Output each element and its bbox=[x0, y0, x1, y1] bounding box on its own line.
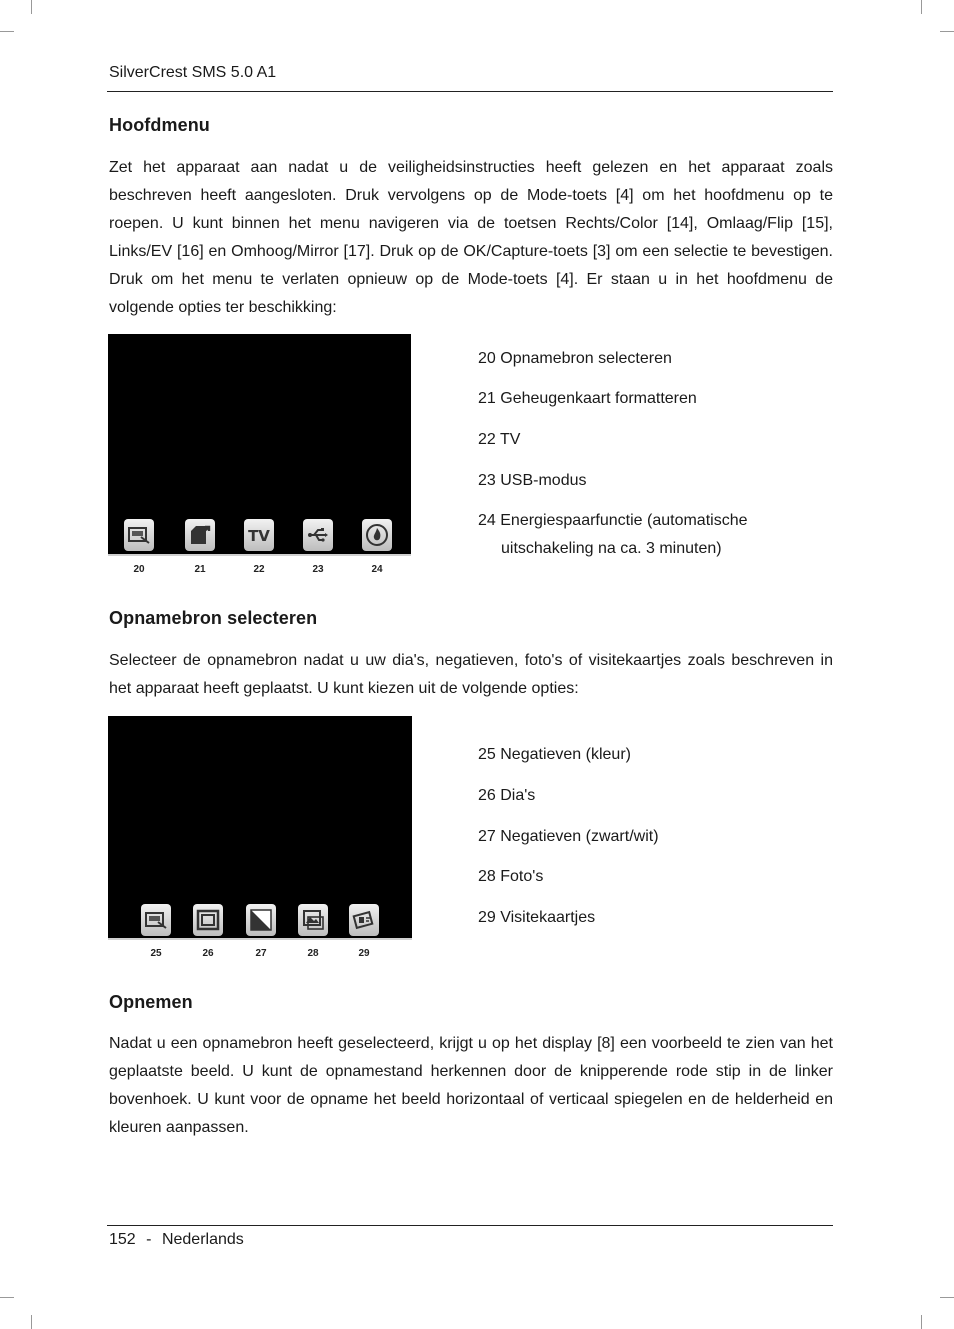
footer-language: Nederlands bbox=[161, 1231, 244, 1248]
list-item: 20 Opnamebron selecteren bbox=[478, 350, 672, 367]
icon-number: 28 bbox=[307, 948, 319, 959]
slide-icon bbox=[193, 904, 223, 936]
icon-number: 25 bbox=[150, 948, 162, 959]
crop-mark bbox=[31, 1315, 32, 1329]
tv-icon bbox=[244, 519, 274, 551]
business-card-icon bbox=[349, 904, 379, 936]
list-item: 23 USB-modus bbox=[478, 472, 587, 489]
list-item: 26 Dia's bbox=[478, 787, 536, 804]
section-heading-opnemen: Opnemen bbox=[109, 992, 193, 1012]
list-item: 21 Geheugenkaart formatteren bbox=[478, 390, 697, 407]
negative-color-icon bbox=[141, 904, 171, 936]
flame-power-save-icon bbox=[362, 519, 392, 551]
crop-mark bbox=[31, 0, 32, 14]
icon-number: 23 bbox=[312, 564, 324, 575]
memory-card-format-icon bbox=[185, 519, 215, 551]
icon-number: 27 bbox=[255, 948, 267, 959]
crop-mark bbox=[921, 0, 922, 14]
list-item: 29 Visitekaartjes bbox=[478, 909, 596, 926]
crop-mark bbox=[0, 31, 14, 32]
running-header: SilverCrest SMS 5.0 A1 bbox=[109, 64, 277, 81]
icon-number: 26 bbox=[202, 948, 214, 959]
page-number: 152 bbox=[109, 1231, 136, 1248]
film-scanner-icon bbox=[124, 519, 154, 551]
section-heading-opnamebron: Opnamebron selecteren bbox=[109, 608, 318, 628]
crop-mark bbox=[921, 1315, 922, 1329]
icon-number: 22 bbox=[253, 564, 265, 575]
svg-text:TV: TV bbox=[248, 527, 270, 545]
page-footer bbox=[109, 1231, 244, 1249]
list-item-continuation: uitschakeling na ca. 3 minuten) bbox=[501, 540, 722, 557]
icon-number: 20 bbox=[133, 564, 145, 575]
list-item: 22 TV bbox=[478, 431, 521, 448]
list-item: 25 Negatieven (kleur) bbox=[478, 746, 631, 763]
usb-icon bbox=[303, 519, 333, 551]
photo-icon bbox=[298, 904, 328, 936]
main-menu-screen bbox=[108, 334, 411, 556]
screen-bottom-bar bbox=[108, 938, 412, 940]
section-heading-hoofdmenu: Hoofdmenu bbox=[109, 115, 210, 135]
crop-mark bbox=[0, 1297, 14, 1298]
crop-mark bbox=[940, 31, 954, 32]
icon-number: 29 bbox=[358, 948, 370, 959]
section-body-opnemen: Nadat u een opnamebron heeft geselecteerd, krijgt u op het display [8] een voorbeeld te zien van het geplaatste beeld. U kunt de opnamestand herkennen door de knipperende rode stip in de linker bovenhoek. U kunt voor de opname het beeld horizontaal of verticaal spiegelen en de helderheid en kleuren aanpassen. bbox=[109, 1035, 833, 1136]
section-body-hoofdmenu: Zet het apparaat aan nadat u de veiligheidsinstructies heeft gelezen en het apparaat zoals beschreven heeft aangesloten. Druk vervolgens op de Mode-toets [4] om het hoofdmenu op te roepen. U kunt binnen het menu navigeren via de toetsen Rechts/Color [14], Omlaag/Flip [15], Links/EV [16] en Omhoog/Mirror [17]. Druk op de OK/Capture-toets [3] om een selectie te bevestigen. Druk om het menu te verlaten opnieuw op de Mode-toets [4]. Er staan u in het hoofdmenu de volgende opties ter beschikking: bbox=[109, 159, 833, 316]
list-item: 27 Negatieven (zwart/wit) bbox=[478, 828, 659, 845]
list-item: 24 Energiespaarfunctie (automatische bbox=[478, 512, 748, 529]
icon-number: 24 bbox=[371, 564, 383, 575]
section-body-opnamebron: Selecteer de opnamebron nadat u uw dia's, negatieven, foto's of visitekaartjes zoals beschreven in het apparaat heeft geplaatst. U kunt kiezen uit de volgende opties: bbox=[109, 652, 833, 697]
crop-mark bbox=[940, 1297, 954, 1298]
list-item: 28 Foto's bbox=[478, 868, 544, 885]
negative-bw-icon bbox=[246, 904, 276, 936]
footer-rule bbox=[107, 1225, 833, 1226]
screen-bottom-bar bbox=[108, 554, 411, 556]
icon-number: 21 bbox=[194, 564, 206, 575]
source-menu-screen bbox=[108, 716, 412, 940]
footer-separator: - bbox=[146, 1231, 152, 1248]
header-rule bbox=[107, 91, 833, 92]
